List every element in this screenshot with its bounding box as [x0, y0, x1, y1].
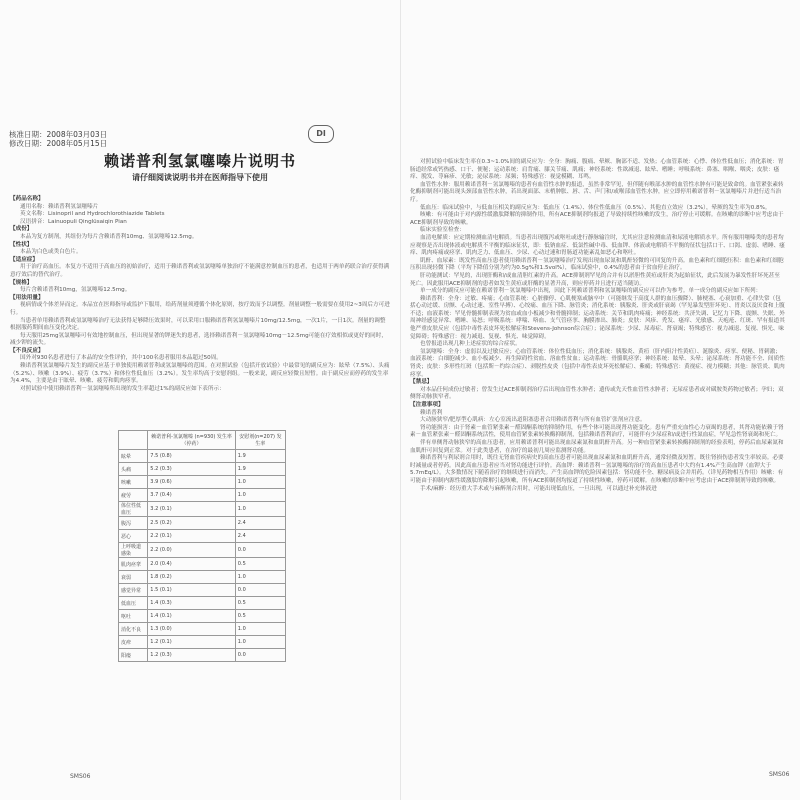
table-cell-a: 1.4 (0.1): [148, 610, 236, 623]
document-subtitle: 请仔细阅读说明书并在医师指导下使用: [132, 173, 268, 182]
table-cell-name: 疲劳: [119, 489, 148, 502]
table-cell-b: 1.0: [235, 489, 285, 502]
table-row: [119, 463, 286, 476]
table-cell-name: 体位性低血压: [119, 502, 148, 517]
table-row: [119, 450, 286, 463]
precautions-text-3: 伴有单侧肾动脉狭窄的高血压患者，应用赖诺普利可能出现血尿素氮和血肌酐升高。另一种血管紧张素转换酶抑制剂的经验表明，停药后血尿素氮和血肌酐可回复到正常。对于此类患者，在治疗的最初几周应监测肾功能。: [410, 439, 784, 454]
table-cell-b: 1.0: [235, 476, 285, 489]
approve-date: 核准日期：2008年03月03日: [9, 130, 108, 139]
table-col-placebo: 安慰剂(n=207) 发生率: [235, 431, 285, 450]
company-logo: DI: [308, 125, 334, 143]
table-cell-b: 1.9: [235, 450, 285, 463]
table-cell-a: 3.7 (0.4): [148, 489, 236, 502]
table-cell-name: 恶心: [119, 530, 148, 543]
table-cell-name: 头痛: [119, 463, 148, 476]
table-cell-b: 2.4: [235, 530, 285, 543]
table-row: [119, 571, 286, 584]
table-cell-name: 阳痿: [119, 649, 148, 662]
section-contraindications: 【禁忌】: [410, 379, 433, 386]
table-row: [119, 489, 286, 502]
table-cell-name: 低血压: [119, 597, 148, 610]
table-cell-a: 1.5 (0.1): [148, 584, 236, 597]
section-precautions: 【注意事项】: [410, 402, 444, 408]
section-adverse: 【不良反应】: [10, 347, 44, 354]
table-row: [119, 476, 286, 489]
table-cell-b: 1.0: [235, 502, 285, 517]
table-row: [119, 502, 286, 517]
table-col-drug: 赖诺普利-氢氯噻嗪 (n=930) 发生率（停药）: [148, 431, 236, 450]
table-cell-a: 1.3 (0.0): [148, 623, 236, 636]
section-spec: 【规格】: [10, 279, 33, 286]
table-cell-b: 1.0: [235, 636, 285, 649]
table-row: [119, 517, 286, 530]
table-cell-b: 1.0: [235, 571, 285, 584]
table-cell-a: 3.2 (0.1): [148, 502, 236, 517]
table-cell-b: 0.0: [235, 584, 285, 597]
table-cell-a: 2.2 (0.0): [148, 543, 236, 558]
right-text-9: 单一成分的副反应可能在赖诺普利－氢氯噻嗪中出现，因此下列赖诺普利和氢氯噻嗪的副反应可以作为参考。单一成分的副反应如下所列：: [420, 288, 762, 295]
table-cell-a: 1.4 (0.3): [148, 597, 236, 610]
table-row: [119, 584, 286, 597]
table-row: [119, 530, 286, 543]
adverse-reaction-table: [118, 430, 286, 662]
table-body: [119, 450, 286, 662]
dosage-text-2: 当患者单用赖诺普利或氢氯噻嗪治疗无法获得足够降压效果时，可以采用口服赖诺普利氢氯噻嗪片10mg/12.5mg，一次1片，一日1次。剂量的调整根据服药期间血压变化决定。: [10, 317, 386, 332]
dosage-text-3: 每天服用25mg氢氯噻嗪可有效地控制血压，但出现显著的钾迷失的患者，选择赖诺普利－氢氯噻嗪10mg－12.5mg可能在疗效相似或更好的同时，减少钾的流失。: [10, 332, 387, 347]
table-cell-a: 2.2 (0.1): [148, 530, 236, 543]
indications-text: 用于治疗高血压。本复方不适用于高血压的初始治疗，适用于赖诺普利或氢氯噻嗪单独治疗不能满意控制血压的患者，也适用于两单药联合治疗获得满意疗效后的替代治疗。: [10, 264, 390, 278]
footer-code-left: SMS06: [70, 773, 91, 780]
right-text-10: 赖诺普利：全身：过敏、疼痛；心血管系统：心脏骤停、心肌梗塞或脑卒中（可能继发于高度人群的血压骤降）、肺梗塞、心衰加重、心律失常（包括心动过缓、房颤、心动过速、室性早搏）、心绞痛、血压下降、脉管炎；消化系统：胰腺炎、肝炎或肝衰竭（罕见暴发型肝坏死）、胃炎以及厌食和上腹不适；血液系统：罕见骨髓抑制表现为贫血或血小板减少和骨髓抑制；运动系统：关节和肌肉疼痛；神经系统：共济失调、记忆力下降、震颤、失眠、外周神经感觉异常、嗜睡、易怒；呼吸系统：哮喘、咯血、支气管痉挛、胸膜渗出、肺炎；皮肤：风疹、秃发、瘙痒、光敏感、天疱疮、红斑、罕有报道其他严重皮肤反应（包括中毒性表皮坏死松解症和Stevens-Johnson综合症）；泌尿系统：少尿、尿毒症、肾衰竭；特殊感官：视力减退、复视、惧光、味觉障碍；特殊感官：视力减退、复视、惧光、味觉障碍。: [410, 295, 785, 340]
table-cell-b: 1.9: [235, 463, 285, 476]
section-dosage: 【用法用量】: [10, 294, 44, 301]
table-row: [119, 543, 286, 558]
table-cell-b: 2.4: [235, 517, 285, 530]
precautions-text-1: 大动脉狭窄/肥厚型心肌病：左心室流出道阻塞患者合用赖诺普利与所有血管扩张剂应注意。: [420, 417, 646, 424]
dosage-text-1: 视病情或个体差异而定。本品宜在医师指导或监护下服用，给药剂量须遵循个体化原则，按疗效而予以调整。剂量调整一般需要在使用2~3周后方可进行。: [10, 302, 390, 316]
table-row: [119, 558, 286, 571]
table-corner: [119, 431, 148, 450]
table-header-row: [119, 431, 286, 450]
ingredients-text: 本品为复方制剂，其组份为每片含赖诺普利10mg、氢氯噻嗪12.5mg。: [20, 233, 198, 240]
table-cell-b: 0.0: [235, 543, 285, 558]
table-cell-a: 1.2 (0.1): [148, 636, 236, 649]
section-appearance: 【性状】: [10, 241, 33, 248]
right-text-2: 血管性水肿：服用赖诺普利－氢氯噻嗪的患者有血管性水肿的报道，虽然非常罕见，但伴随有喉部水肿的血管性水肿有可能是致命的。血管紧张素转化酶抑制剂可能出现头颈部血管性水肿，若出现面部、末梢肿胀、唇、舌、声门和/或喉部血管性水肿，应立即停用赖诺普利－氢氯噻嗪片并进行适当治疗。: [410, 181, 784, 203]
table-cell-name: 呕吐: [119, 610, 148, 623]
table-row: [119, 636, 286, 649]
table-cell-b: 0.5: [235, 558, 285, 571]
pinyin-name: 汉语拼音：Lainuopuli Qinglüsaiqin Pian: [20, 218, 127, 225]
english-name: 英文名称：Lisinopril and Hydrochlorothiazide Tablets: [20, 211, 165, 218]
contraindications-text: 对本品任何成份过敏者；曾发生过ACE抑制剂治疗后出现血管性水肿者；遗传或先天性血管性水肿者；无尿症患者或对磺胺类药物过敏者；孕妇；双侧肾动脉狭窄者。: [410, 386, 784, 401]
table-row: [119, 597, 286, 610]
table-cell-a: 2.5 (0.2): [148, 517, 236, 530]
table-cell-name: 肌肉痉挛: [119, 558, 148, 571]
table-cell-name: 皮疹: [119, 636, 148, 649]
table-cell-a: 7.5 (0.8): [148, 450, 236, 463]
precautions-subhead: 赖诺普利: [420, 409, 443, 416]
document-title: 赖诺普利氢氯噻嗪片说明书: [103, 152, 296, 170]
generic-name: 通用名称：赖诺普利氢氯噻嗪片: [20, 203, 99, 210]
table-cell-name: 消化不良: [119, 623, 148, 636]
appearance-text: 本品为白色或类白色片。: [20, 249, 82, 256]
adverse-text-1: 国外对930名患者进行了本品的安全性评价，其中100名患者服用本品超过50周。: [20, 355, 222, 362]
precautions-text-5: 手术/麻醉：经历重大手术或与麻醉剂合用时，可能出现低血压，一旦出现，可以通过补充体液进: [420, 485, 657, 492]
table-cell-a: 5.2 (0.3): [148, 463, 236, 476]
table-cell-a: 2.0 (0.4): [148, 558, 236, 571]
section-indications: 【适应症】: [10, 256, 38, 263]
section-ingredients: 【成份】: [10, 226, 33, 233]
right-text-5: 临床实验室检查：: [420, 227, 465, 234]
table-cell-b: 1.0: [235, 623, 285, 636]
adverse-text-3: 对照试验中使用赖诺普利－氢氯噻嗪所出现的发生率超过1%的副反应如下表所示：: [20, 385, 225, 392]
section-name: 【药品名称】: [10, 196, 44, 202]
right-text-6: 血清电解质：应定期检测血清电解质。当患者出现腹泻或呕吐或进行静脉输注时，尤其应注意检测血清和尿液电解质水平。所有服用噻嗪类的患者均应观察是否出现体液或电解质不平衡的临床征状，即：低钠血症、低氯性碱中毒、低血钾、体液或电解质不平衡的征状包括口干、口渴、虚弱、嗜睡、瘙痒、肌肉疼痛或痉挛、肌肉乏力、低血压、少尿、心动过速和胃肠道功能紊乱如恶心和呕吐。: [410, 234, 785, 257]
right-text-8: 肝功能测试：罕见的，出现肝酶和/或血清胆红素的升高。ACE抑制剂罕见的合并有以淤胆性黄疸或肝炎为起始征状，此后发展为暴发性肝坏死甚至死亡。因此服用ACE抑制剂的患者如发生黄疸或肝酶的显著升高，则应停药并且进行适当随访。: [410, 272, 780, 287]
table-row: [119, 623, 286, 636]
right-text-12: 氢氯噻嗪：全身：虚弱以及过敏反应；心血管系统：体位性低血压；消化系统：胰腺炎、黄疸（肝内阻汁性黄疸）、涎腺炎、痉挛、便秘、胃刺激；血液系统：白细胞减少、血小板减少、再生障碍性贫血、溶血性贫血；运动系统：骨骼肌痉挛；神经系统：眩晕、头晕；泌尿系统：肾功能不全、间质性肾炎；皮肤：多形性红斑（包括斯－约综合症）、剥脱性皮炎（包括中毒性表皮坏死松解症）、紫癜；特殊感官：黄视症、视力模糊；其他：脉管炎、肌肉痉挛。: [410, 348, 785, 378]
table-cell-name: 腹泻: [119, 517, 148, 530]
center-fold: [400, 0, 401, 800]
spec-text: 每片含赖诺普利10mg，氢氯噻嗪12.5mg。: [20, 287, 131, 294]
precautions-text-2: 肾功能损害：由于肾素－血管紧张素－醛固酮系统的抑制作用，有些个体可能出现肾功能变化。患有严重充血性心力衰竭的患者，其肾功能依赖于肾素－血管紧张素－醛固酮系统活性，使用血管紧张素转换酶抑制剂，包括赖诺普利治疗，可能伴有少尿症和/或进行性氮血症，罕见急性肾衰竭和死亡。: [410, 424, 784, 439]
right-column: [410, 159, 785, 493]
table-cell-name: 眩晕: [119, 450, 148, 463]
right-text-3: 低血压：临床试验中，与低血压相关的副反应为：低血压（1.4%）、体位性低血压（0.5%）、其他直立效应（3.2%），晕厥的发生率为0.8%。: [420, 204, 771, 211]
right-text-4: 咳嗽：有可能由于对内源性缓激肽降解的抑制作用，所有ACE抑制剂均报道了导致持续性咳嗽的发生，治疗停止可缓解。在咳嗽的诊断中应考虑由于ACE抑制剂导致的咳嗽。: [410, 212, 784, 226]
table-cell-a: 1.8 (0.2): [148, 571, 236, 584]
right-text-11: 也曾报道出现几种上述症状的综合症状。: [420, 341, 521, 348]
revise-date: 修改日期：2008年05月15日: [9, 139, 108, 148]
table-row: [119, 649, 286, 662]
table-cell-b: 0.5: [235, 610, 285, 623]
table-cell-name: 上呼吸道感染: [119, 543, 148, 558]
right-text-7: 肌酐、血尿素：既发性高血压患者使用赖诺普利－氢氯噻嗪治疗发现出现血尿氮和肌酐轻微的可回复的升高。血色素和红细胞压积：血色素和红细胞压积出现轻微下降（平均下降值分别为约为0.5g%和1.5vol%），临床试验中，0.4%的患者由于贫血停止治疗。: [410, 257, 784, 272]
table-cell-name: 感觉异常: [119, 584, 148, 597]
table-cell-a: 1.2 (0.3): [148, 649, 236, 662]
table-cell-a: 3.9 (0.6): [148, 476, 236, 489]
table-cell-b: 0.5: [235, 597, 285, 610]
footer-code-right: SMS06: [769, 771, 790, 778]
table-cell-b: 0.0: [235, 649, 285, 662]
left-column: [10, 196, 390, 393]
table-cell-name: 衰弱: [119, 571, 148, 584]
adverse-text-2: 赖诺普利氢氯噻嗪片发生的副反应基于单独使用赖诺普利或氢氯噻嗪的范围。在对照试验（包括开放试验）中最常见的副反应为：眩晕（7.5%）、头痛（5.2%）、咳嗽（3.9%）、疲劳（3.7%）和体位性低血压（3.2%）。发生率均高于安慰剂组。一般来说，副反应轻微且短暂。由于副反应而停药的发生率为4.4%，主要是由于眩晕、咳嗽、疲劳和肌肉痉挛。: [10, 363, 390, 385]
table-row: [119, 610, 286, 623]
table-cell-name: 咳嗽: [119, 476, 148, 489]
right-text-1: 对照试验中临床发生率在0.3~1.0%间的副反应为：全身：胸痛、腹痛、晕厥、胸部不适、发热；心血管系统：心悸、体位性低血压；消化系统：胃肠道经常或钙热感、口干、便秘；运动系统：肩背痛、膝关节痛、肌痛；神经系统：性欲减退、眩晕、嗜睡；呼吸系统：鼻塞、咽喉、咽炎；皮肤：瘙痒、脱发、荨麻疹、光敏；泌尿系统：尿频；特殊感官：视觉模糊、耳鸣。: [410, 159, 784, 181]
precautions-text-4: 赖诺普利与利尿剂合用时，既往无肾血管疾病史的高血压患者可能出现血尿素氮和血肌酐升高，通常轻微及短暂。既往肾损伤患者发生率较高。必要时减量或者停药。因此高血压患者应当对肾功能进行评价。高血钾：赖诺普利－氢氯噻嗪的治疗的高血压患者中大约有1.4%产生高血钾（血钾大于5.7mEq/L）。大多数情况下随着治疗的继续进行而消失。产生高血钾的危险因素包括：肾功能不全、糖尿病及合并用药。（详见药物相互作用）咳嗽：有可能由于抑制内源性缓激肽的降解引起咳嗽，所有ACE抑制剂均报道了持续性咳嗽，停药可缓解。在咳嗽的诊断中应考虑由于ACE抑制剂导致的咳嗽。: [410, 455, 784, 484]
